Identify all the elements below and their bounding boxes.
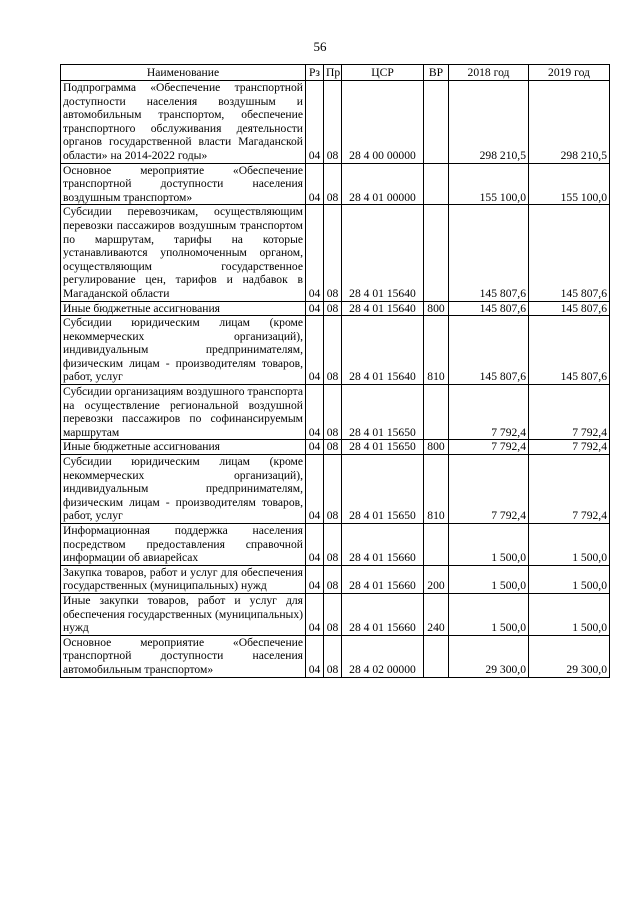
table-row [61,524,610,566]
table-row [61,593,610,635]
page-number: 56 [313,39,327,54]
cell-name: Субсидии организациям воздушного транспорта на осуществление региональной воздушной перевозки пассажиров по софинансируемым маршрутам [61,385,306,440]
header-2019: 2019 год [529,65,610,81]
cell-2019: 7 792,4 [529,385,610,440]
cell-csr: 28 4 01 15660 [342,593,424,635]
table-row [61,81,610,164]
cell-csr: 28 4 01 15640 [342,301,424,316]
cell-2018: 1 500,0 [449,593,529,635]
cell-vr: 800 [424,440,449,455]
cell-rz: 04 [306,163,324,205]
cell-csr: 28 4 01 15640 [342,205,424,301]
cell-2019: 145 807,6 [529,205,610,301]
cell-pr: 08 [324,385,342,440]
cell-rz: 04 [306,385,324,440]
cell-vr: 240 [424,593,449,635]
table-row [61,565,610,593]
cell-name: Основное мероприятие «Обеспечение транспортной доступности населения воздушным транспортом» [61,163,306,205]
cell-name: Информационная поддержка населения посредством предоставления справочной информации об авиарейсах [61,524,306,566]
cell-name: Основное мероприятие «Обеспечение транспортной доступности населения автомобильным транспортом» [61,635,306,677]
cell-2018: 145 807,6 [449,316,529,385]
cell-csr: 28 4 02 00000 [342,635,424,677]
cell-2018: 7 792,4 [449,385,529,440]
cell-csr: 28 4 01 00000 [342,163,424,205]
cell-csr: 28 4 01 15650 [342,385,424,440]
cell-2019: 298 210,5 [529,81,610,164]
cell-csr: 28 4 01 15650 [342,455,424,524]
header-name: Наименование [61,65,306,81]
cell-vr: 800 [424,301,449,316]
cell-name: Подпрограмма «Обеспечение транспортной доступности населения воздушным и автомобильным транспортом, обеспечение транспортного обслуживания деятельности органов государственной власти Магаданской области» на 2014-2022 годы» [61,81,306,164]
cell-pr: 08 [324,565,342,593]
cell-name: Иные бюджетные ассигнования [61,440,306,455]
cell-csr: 28 4 01 15660 [342,565,424,593]
cell-name: Иные закупки товаров, работ и услуг для обеспечения государственных (муниципальных) нужд [61,593,306,635]
cell-csr: 28 4 01 15650 [342,440,424,455]
cell-vr [424,635,449,677]
table-row [61,385,610,440]
cell-rz: 04 [306,635,324,677]
cell-csr: 28 4 00 00000 [342,81,424,164]
cell-name: Иные бюджетные ассигнования [61,301,306,316]
cell-vr [424,205,449,301]
cell-2018: 7 792,4 [449,455,529,524]
cell-vr [424,524,449,566]
cell-rz: 04 [306,455,324,524]
cell-pr: 08 [324,455,342,524]
cell-rz: 04 [306,81,324,164]
header-vr: ВР [424,65,449,81]
table-row [61,205,610,301]
cell-vr: 200 [424,565,449,593]
cell-vr [424,81,449,164]
cell-vr [424,385,449,440]
cell-csr: 28 4 01 15660 [342,524,424,566]
cell-2019: 1 500,0 [529,593,610,635]
cell-name: Закупка товаров, работ и услуг для обеспечения государственных (муниципальных) нужд [61,565,306,593]
cell-pr: 08 [324,163,342,205]
cell-pr: 08 [324,593,342,635]
table-row [61,455,610,524]
cell-pr: 08 [324,316,342,385]
cell-2019: 1 500,0 [529,565,610,593]
cell-rz: 04 [306,301,324,316]
cell-rz: 04 [306,205,324,301]
cell-name: Субсидии юридическим лицам (кроме некоммерческих организаций), индивидуальным предпринимателям, физическим лицам - производителям товаров, работ, услуг [61,316,306,385]
cell-pr: 08 [324,524,342,566]
table-row [61,440,610,455]
cell-2019: 145 807,6 [529,301,610,316]
header-csr: ЦСР [342,65,424,81]
table-row [61,301,610,316]
cell-rz: 04 [306,524,324,566]
cell-pr: 08 [324,440,342,455]
cell-pr: 08 [324,301,342,316]
cell-2019: 145 807,6 [529,316,610,385]
cell-csr: 28 4 01 15640 [342,316,424,385]
cell-2018: 1 500,0 [449,524,529,566]
table-row [61,635,610,677]
cell-2019: 7 792,4 [529,440,610,455]
cell-name: Субсидии юридическим лицам (кроме некоммерческих организаций), индивидуальным предпринимателям, физическим лицам - производителям товаров, работ, услуг [61,455,306,524]
cell-2019: 7 792,4 [529,455,610,524]
cell-2019: 29 300,0 [529,635,610,677]
cell-vr: 810 [424,316,449,385]
cell-rz: 04 [306,565,324,593]
header-2018: 2018 год [449,65,529,81]
cell-2018: 7 792,4 [449,440,529,455]
cell-2019: 155 100,0 [529,163,610,205]
table-header-row [61,65,610,81]
cell-2018: 145 807,6 [449,301,529,316]
budget-table [60,64,610,678]
cell-vr: 810 [424,455,449,524]
header-rz: Рз [306,65,324,81]
cell-2018: 155 100,0 [449,163,529,205]
table-row [61,316,610,385]
cell-2018: 29 300,0 [449,635,529,677]
cell-pr: 08 [324,205,342,301]
header-pr: Пр [324,65,342,81]
table-row [61,163,610,205]
cell-2019: 1 500,0 [529,524,610,566]
cell-rz: 04 [306,593,324,635]
cell-name: Субсидии перевозчикам, осуществляющим перевозки пассажиров воздушным транспортом по маршрутам, тарифы на которые устанавливаются уполномоченным органом, осуществляющим государственное регулирование цен, тарифов и надбавок в Магаданской области [61,205,306,301]
cell-pr: 08 [324,635,342,677]
cell-rz: 04 [306,440,324,455]
cell-rz: 04 [306,316,324,385]
cell-2018: 298 210,5 [449,81,529,164]
cell-2018: 1 500,0 [449,565,529,593]
cell-vr [424,163,449,205]
cell-pr: 08 [324,81,342,164]
cell-2018: 145 807,6 [449,205,529,301]
